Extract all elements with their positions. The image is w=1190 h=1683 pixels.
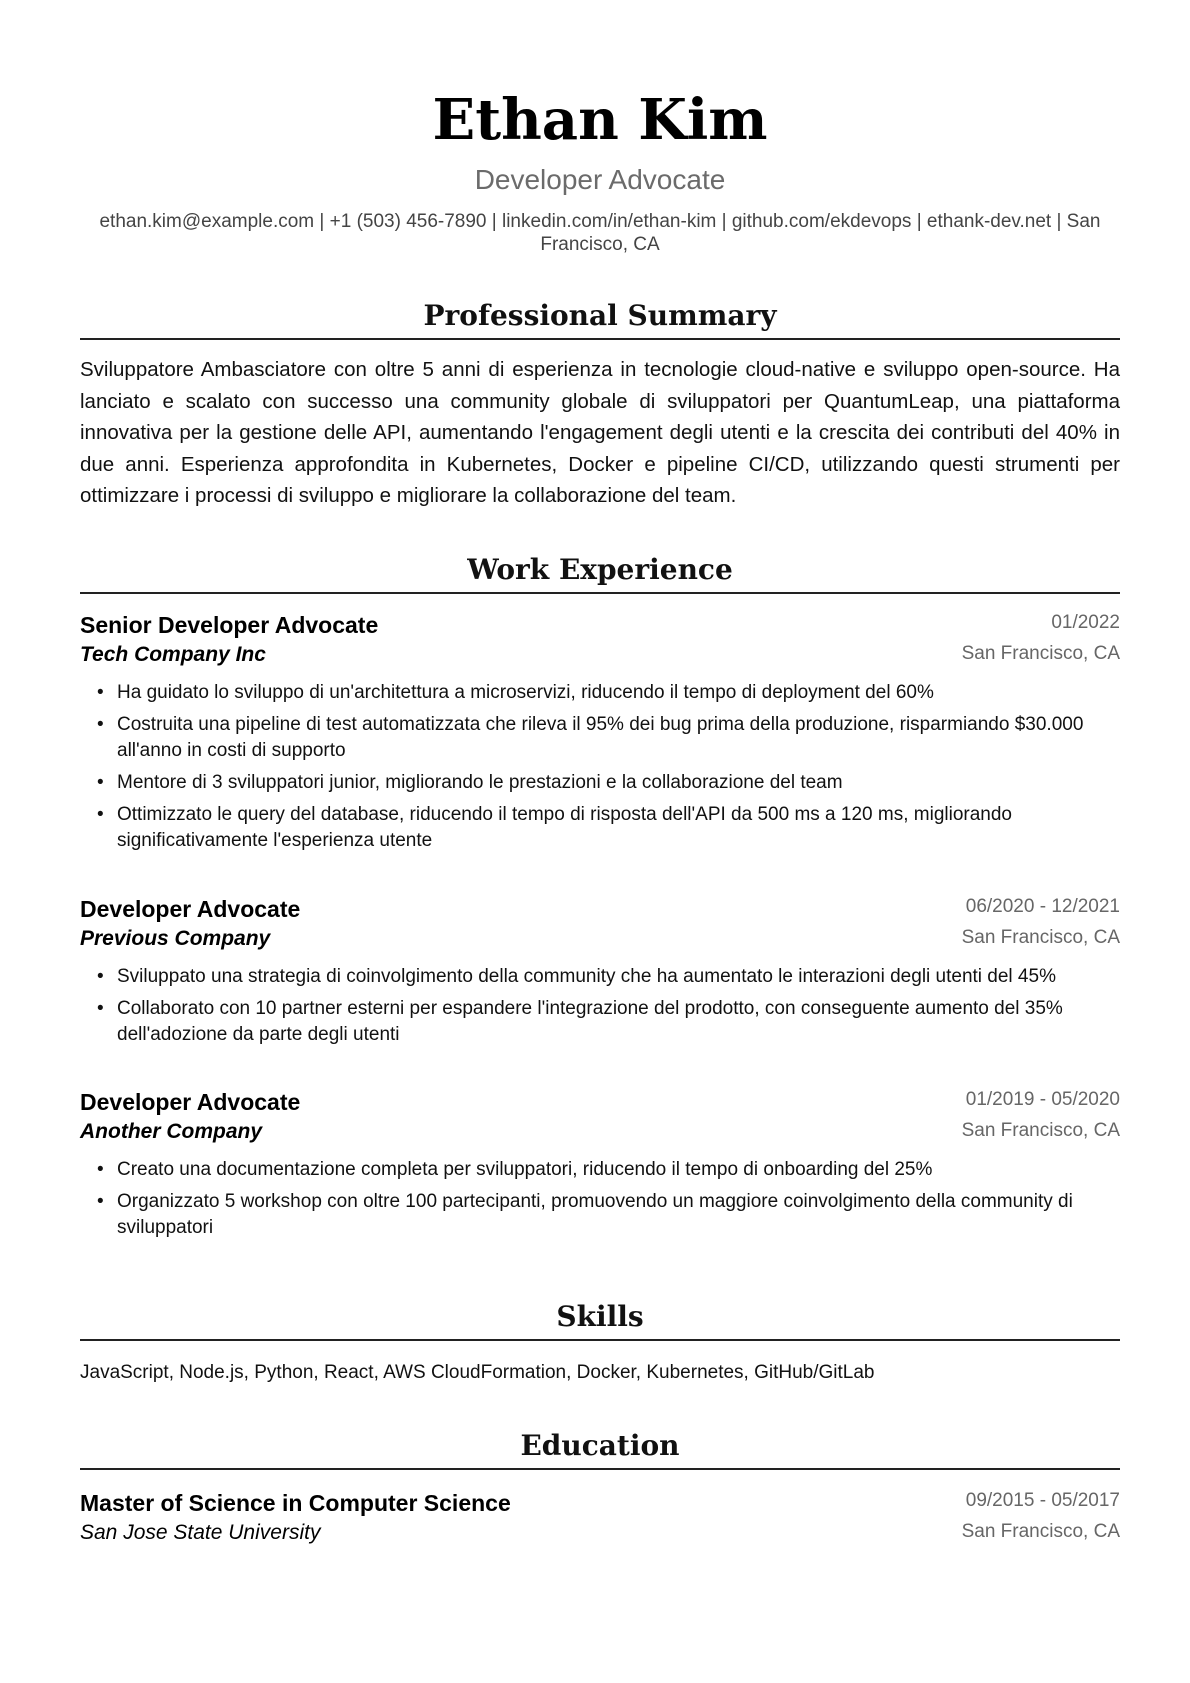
education-location: San Francisco, CA [961, 1521, 1120, 1542]
skills-heading: Skills [80, 1297, 1120, 1341]
education-title-row [80, 1490, 1120, 1520]
list-item: • Mentore di 3 sviluppatori junior, migliorando le prestazioni e la collaborazione del team [117, 770, 1120, 796]
experience-heading: Work Experience [80, 550, 1120, 594]
contact-line: ethan.kim@example.com | +1 (503) 456-7890 | linkedin.com/in/ethan-kim | github.com/ekdevops | ethank-dev.net | San Francisco, CA [99, 211, 1101, 255]
education-dates: 09/2015 - 05/2017 [965, 1490, 1120, 1511]
job-3-title-row [80, 1089, 1120, 1119]
job-2-title-row [80, 896, 1120, 926]
education-school-row [80, 1521, 1120, 1551]
summary-text: Sviluppatore Ambasciatore con oltre 5 anni di esperienza in tecnologie cloud-native e sviluppo open-source. Ha lanciato e scalato con successo una community globale di sviluppatori per QuantumLeap, una piattaforma innovativa per la gestione delle API, aumentando l'engagement degli utenti e la crescita dei contributi del 40% in due anni. Esperienza approfondita in Kubernetes, Docker e pipeline CI/CD, utilizzando questi strumenti per ottimizzare i processi di sviluppo e migliorare la collaborazione del team. [80, 358, 1120, 507]
job-role: Developer Advocate [80, 1089, 301, 1115]
job-company: Tech Company Inc [80, 643, 266, 666]
summary-heading: Professional Summary [80, 296, 1120, 340]
job-location: San Francisco, CA [961, 1120, 1120, 1141]
job-2-company-row [80, 927, 1120, 957]
job-1-company-row [80, 643, 1120, 673]
job-dates: 06/2020 - 12/2021 [965, 896, 1120, 917]
job-1-title-row [80, 612, 1120, 642]
job-3-company-row [80, 1120, 1120, 1150]
degree-name: Master of Science in Computer Science [80, 1490, 511, 1516]
job-2-bullets [80, 964, 1120, 1054]
skills-list: JavaScript, Node.js, Python, React, AWS CloudFormation, Docker, Kubernetes, GitHub/GitLab [80, 1362, 875, 1383]
job-location: San Francisco, CA [961, 643, 1120, 664]
job-dates: 01/2019 - 05/2020 [965, 1089, 1120, 1110]
school-name: San Jose State University [80, 1521, 321, 1544]
candidate-title: Developer Advocate [474, 164, 726, 195]
job-company: Another Company [80, 1120, 263, 1143]
list-item: • Creato una documentazione completa per sviluppatori, riducendo il tempo di onboarding del 25% [117, 1157, 1120, 1183]
list-item: • Costruita una pipeline di test automatizzata che rileva il 95% dei bug prima della produzione, risparmiando $30.000 all'anno in costi di supporto [117, 712, 1120, 764]
list-item: • Collaborato con 10 partner esterni per espandere l'integrazione del prodotto, con conseguente aumento del 35% dell'adozione da parte degli utenti [117, 996, 1120, 1048]
job-1-bullets [80, 680, 1120, 860]
job-location: San Francisco, CA [961, 927, 1120, 948]
list-item: • Sviluppato una strategia di coinvolgimento della community che ha aumentato le interazioni degli utenti del 45% [117, 964, 1120, 990]
job-role: Senior Developer Advocate [80, 612, 379, 638]
job-role: Developer Advocate [80, 896, 301, 922]
candidate-name: Ethan Kim [432, 87, 768, 153]
job-3-bullets [80, 1157, 1120, 1247]
job-company: Previous Company [80, 927, 271, 950]
education-heading: Education [80, 1426, 1120, 1470]
list-item: • Organizzato 5 workshop con oltre 100 partecipanti, promuovendo un maggiore coinvolgimento della community di sviluppatori [117, 1189, 1120, 1241]
list-item: • Ha guidato lo sviluppo di un'architettura a microservizi, riducendo il tempo di deployment del 60% [117, 680, 1120, 706]
job-dates: 01/2022 [1051, 612, 1120, 633]
list-item: • Ottimizzato le query del database, riducendo il tempo di risposta dell'API da 500 ms a 120 ms, migliorando significativamente l'esperienza utente [117, 802, 1120, 854]
